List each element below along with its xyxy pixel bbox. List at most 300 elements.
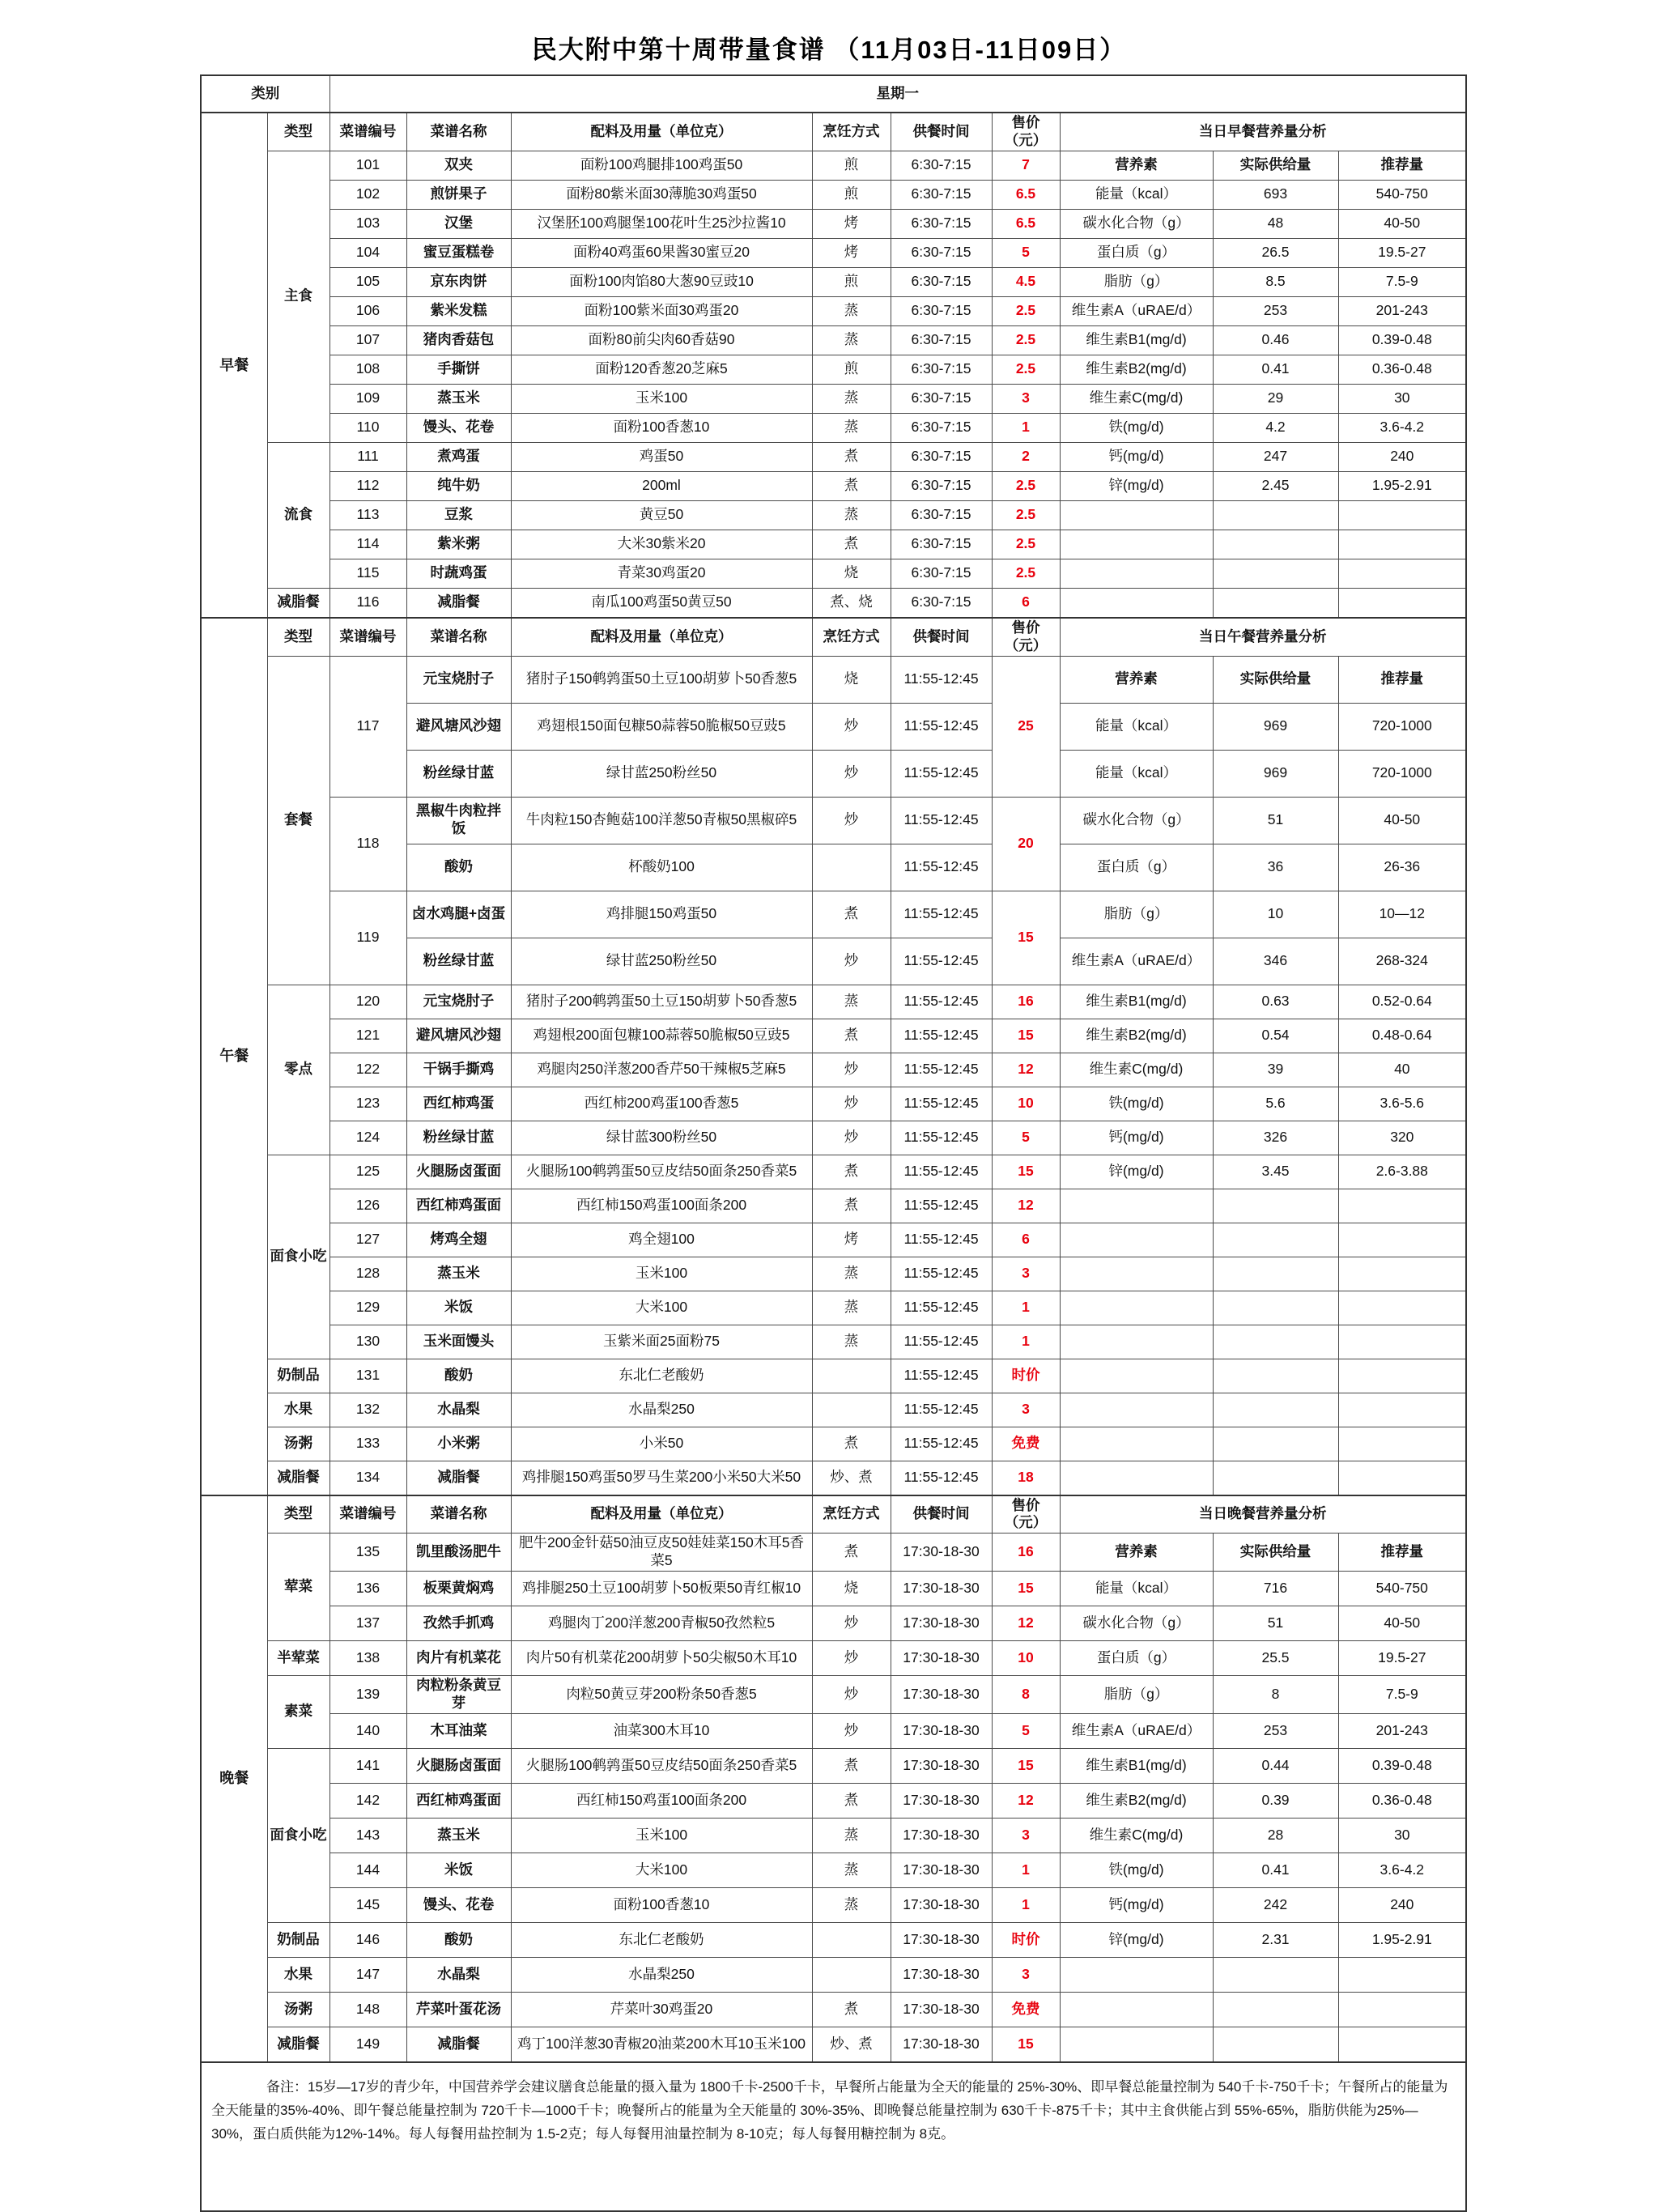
nutrient-name: 碳水化合物（g） [1060, 1606, 1213, 1641]
cooking-method: 蒸 [812, 1291, 891, 1325]
col-header: 供餐时间 [891, 618, 992, 656]
serving-time: 6:30-7:15 [891, 442, 992, 471]
price-value: 2.5 [992, 296, 1060, 325]
item-number: 141 [329, 1748, 406, 1783]
serving-time: 11:55-12:45 [891, 1291, 992, 1325]
price-value: 7 [992, 151, 1060, 180]
dish-name: 卤水鸡腿+卤蛋 [406, 891, 511, 938]
item-number: 127 [329, 1223, 406, 1257]
nutrient-name: 营养素 [1060, 656, 1213, 703]
nutrient-recommended: 0.39-0.48 [1338, 1748, 1466, 1783]
price-value: 3 [992, 1957, 1060, 1992]
nutrient-actual: 28 [1213, 1818, 1338, 1853]
menu-row [201, 1713, 1466, 1748]
dish-ingredients: 鸡排腿150鸡蛋50 [511, 891, 812, 938]
nutrient-actual [1213, 1957, 1338, 1992]
dish-ingredients: 鸡排腿150鸡蛋50罗马生菜200小米50大米50 [511, 1461, 812, 1495]
cooking-method: 炒、煮 [812, 2027, 891, 2062]
dish-ingredients: 西红柿200鸡蛋100香葱5 [511, 1087, 812, 1121]
nutrient-actual: 0.63 [1213, 985, 1338, 1019]
nutrient-recommended: 268-324 [1338, 938, 1466, 985]
serving-time: 11:55-12:45 [891, 1155, 992, 1189]
cooking-method: 蒸 [812, 1257, 891, 1291]
cooking-method: 蒸 [812, 296, 891, 325]
price-value: 12 [992, 1053, 1060, 1087]
dish-name: 蒸玉米 [406, 384, 511, 413]
item-number: 145 [329, 1887, 406, 1922]
nutrient-recommended: 3.6-4.2 [1338, 1853, 1466, 1887]
cooking-method: 蒸 [812, 325, 891, 355]
cooking-method: 煮 [812, 1783, 891, 1818]
item-number: 123 [329, 1087, 406, 1121]
dish-ingredients: 黄豆50 [511, 500, 812, 530]
nutrient-name: 能量（kcal） [1060, 180, 1213, 209]
col-header: 售价（元） [992, 113, 1060, 151]
dish-ingredients: 东北仁老酸奶 [511, 1359, 812, 1393]
dish-name: 豆浆 [406, 500, 511, 530]
nutrient-recommended: 7.5-9 [1338, 267, 1466, 296]
nutrient-recommended: 0.36-0.48 [1338, 355, 1466, 384]
dish-name: 酸奶 [406, 1922, 511, 1957]
col-header: 菜谱编号 [329, 113, 406, 151]
dish-ingredients: 水晶梨250 [511, 1957, 812, 1992]
nutrient-actual: 25.5 [1213, 1641, 1338, 1676]
nutrient-recommended [1338, 1992, 1466, 2027]
cooking-method: 炒 [812, 1121, 891, 1155]
price-value: 6.5 [992, 209, 1060, 238]
nutrient-name: 钙(mg/d) [1060, 442, 1213, 471]
dish-ingredients: 面粉120香葱20芝麻5 [511, 355, 812, 384]
col-header: 售价（元） [992, 618, 1060, 656]
nutrient-recommended: 40-50 [1338, 209, 1466, 238]
item-number: 142 [329, 1783, 406, 1818]
type-label: 奶制品 [267, 1359, 329, 1393]
nutrient-name [1060, 1223, 1213, 1257]
dish-ingredients: 面粉100香葱10 [511, 413, 812, 442]
item-number: 108 [329, 355, 406, 384]
serving-time: 17:30-18-30 [891, 1887, 992, 1922]
col-header: 售价（元） [992, 1495, 1060, 1534]
nutrient-actual: 346 [1213, 938, 1338, 985]
cooking-method: 炒 [812, 797, 891, 844]
dish-name: 米饭 [406, 1291, 511, 1325]
serving-time: 11:55-12:45 [891, 891, 992, 938]
dish-name: 减脂餐 [406, 588, 511, 618]
nutrient-name [1060, 1427, 1213, 1461]
menu-row [201, 442, 1466, 471]
serving-time: 11:55-12:45 [891, 1053, 992, 1087]
nutrient-name: 维生素B2(mg/d) [1060, 1019, 1213, 1053]
nutrient-name: 锌(mg/d) [1060, 1155, 1213, 1189]
item-number: 114 [329, 530, 406, 559]
dish-name: 元宝烧肘子 [406, 656, 511, 703]
item-number: 110 [329, 413, 406, 442]
item-number: 143 [329, 1818, 406, 1853]
col-header: 烹饪方式 [812, 1495, 891, 1534]
nutrient-recommended [1338, 2027, 1466, 2062]
serving-time: 17:30-18-30 [891, 1534, 992, 1572]
type-label: 面食小吃 [267, 1748, 329, 1922]
menu-row [201, 1155, 1466, 1189]
dish-name: 避风塘风沙翅 [406, 1019, 511, 1053]
type-label: 减脂餐 [267, 588, 329, 618]
nutrient-recommended: 30 [1338, 384, 1466, 413]
dish-name: 木耳油菜 [406, 1713, 511, 1748]
price-value: 25 [992, 656, 1060, 797]
serving-time: 11:55-12:45 [891, 844, 992, 891]
item-number: 105 [329, 267, 406, 296]
item-number: 103 [329, 209, 406, 238]
item-number: 118 [329, 797, 406, 891]
type-label: 奶制品 [267, 1922, 329, 1957]
nutrient-actual: 0.54 [1213, 1019, 1338, 1053]
item-number: 130 [329, 1325, 406, 1359]
menu-row [201, 559, 1466, 588]
col-header: 类型 [267, 618, 329, 656]
nutrient-name: 蛋白质（g） [1060, 844, 1213, 891]
nutrient-name [1060, 530, 1213, 559]
item-number: 148 [329, 1992, 406, 2027]
dish-name: 蜜豆蛋糕卷 [406, 238, 511, 267]
nutrient-actual: 0.41 [1213, 1853, 1338, 1887]
item-number: 131 [329, 1359, 406, 1393]
price-value: 2.5 [992, 500, 1060, 530]
serving-time: 11:55-12:45 [891, 656, 992, 703]
nutrient-name: 维生素A（uRAE/d） [1060, 938, 1213, 985]
nutrient-recommended: 240 [1338, 1887, 1466, 1922]
col-header: 菜谱编号 [329, 1495, 406, 1534]
price-value: 4.5 [992, 267, 1060, 296]
serving-time: 17:30-18-30 [891, 1853, 992, 1887]
nutrient-recommended: 19.5-27 [1338, 238, 1466, 267]
cooking-method: 烤 [812, 209, 891, 238]
item-number: 144 [329, 1853, 406, 1887]
item-number: 136 [329, 1572, 406, 1606]
nutrient-name: 维生素B2(mg/d) [1060, 355, 1213, 384]
nutrient-actual: 48 [1213, 209, 1338, 238]
dish-name: 肉粒粉条黄豆芽 [406, 1676, 511, 1714]
dish-name: 孜然手抓鸡 [406, 1606, 511, 1641]
dish-ingredients: 水晶梨250 [511, 1393, 812, 1427]
nutrient-actual [1213, 1291, 1338, 1325]
serving-time: 11:55-12:45 [891, 1257, 992, 1291]
cooking-method: 煮、烧 [812, 588, 891, 618]
serving-time: 17:30-18-30 [891, 1922, 992, 1957]
dish-ingredients: 东北仁老酸奶 [511, 1922, 812, 1957]
cooking-method: 烧 [812, 559, 891, 588]
item-number: 138 [329, 1641, 406, 1676]
menu-row [201, 209, 1466, 238]
nutrient-name [1060, 1393, 1213, 1427]
nutrient-recommended: 推荐量 [1338, 151, 1466, 180]
dish-ingredients: 火腿肠100鹌鹑蛋50豆皮结50面条250香菜5 [511, 1155, 812, 1189]
serving-time: 17:30-18-30 [891, 1676, 992, 1714]
col-header: 菜谱名称 [406, 618, 511, 656]
serving-time: 17:30-18-30 [891, 1606, 992, 1641]
serving-time: 6:30-7:15 [891, 267, 992, 296]
nutrient-name: 脂肪（g） [1060, 1676, 1213, 1714]
menu-row [201, 500, 1466, 530]
nutrient-recommended [1338, 1291, 1466, 1325]
price-value: 1 [992, 413, 1060, 442]
item-number: 121 [329, 1019, 406, 1053]
nutrient-name: 营养素 [1060, 1534, 1213, 1572]
dish-name: 西红柿鸡蛋面 [406, 1189, 511, 1223]
price-value: 20 [992, 797, 1060, 891]
price-value: 2.5 [992, 325, 1060, 355]
nutrient-name [1060, 559, 1213, 588]
dish-name: 避风塘风沙翅 [406, 703, 511, 750]
menu-row [201, 1922, 1466, 1957]
dish-ingredients: 鸡翅根200面包糠100蒜蓉50脆椒50豆豉5 [511, 1019, 812, 1053]
type-label: 流食 [267, 442, 329, 588]
nutrient-actual: 247 [1213, 442, 1338, 471]
dish-name: 肉片有机菜花 [406, 1641, 511, 1676]
nutrient-name [1060, 1325, 1213, 1359]
nutrient-recommended: 26-36 [1338, 844, 1466, 891]
nutrient-recommended [1338, 500, 1466, 530]
serving-time: 11:55-12:45 [891, 797, 992, 844]
dish-ingredients: 面粉40鸡蛋60果酱30蜜豆20 [511, 238, 812, 267]
item-number: 140 [329, 1713, 406, 1748]
item-number: 112 [329, 471, 406, 500]
nutrient-name [1060, 1992, 1213, 2027]
type-label: 主食 [267, 151, 329, 442]
nutrient-recommended [1338, 1957, 1466, 1992]
nutrient-name: 脂肪（g） [1060, 267, 1213, 296]
price-value: 1 [992, 1325, 1060, 1359]
serving-time: 17:30-18-30 [891, 1818, 992, 1853]
dish-ingredients: 青菜30鸡蛋20 [511, 559, 812, 588]
nutrient-name: 能量（kcal） [1060, 1572, 1213, 1606]
price-value: 16 [992, 1534, 1060, 1572]
dish-ingredients: 面粉100香葱10 [511, 1887, 812, 1922]
type-label: 水果 [267, 1393, 329, 1427]
serving-time: 17:30-18-30 [891, 1992, 992, 2027]
nutrient-recommended [1338, 530, 1466, 559]
nutrient-recommended [1338, 1257, 1466, 1291]
menu-row [201, 1257, 1466, 1291]
nutrient-recommended: 19.5-27 [1338, 1641, 1466, 1676]
menu-row [201, 1393, 1466, 1427]
price-value: 2 [992, 442, 1060, 471]
serving-time: 11:55-12:45 [891, 703, 992, 750]
dish-ingredients: 肉粒50黄豆芽200粉条50香葱5 [511, 1676, 812, 1714]
serving-time: 11:55-12:45 [891, 938, 992, 985]
nutrient-name: 维生素C(mg/d) [1060, 384, 1213, 413]
nutrient-actual: 0.44 [1213, 1748, 1338, 1783]
cooking-method [812, 844, 891, 891]
dish-ingredients: 西红柿150鸡蛋100面条200 [511, 1783, 812, 1818]
nutrient-name: 钙(mg/d) [1060, 1887, 1213, 1922]
dish-ingredients: 面粉80前尖肉60香菇90 [511, 325, 812, 355]
price-value: 2.5 [992, 530, 1060, 559]
price-value: 5 [992, 1713, 1060, 1748]
dish-name: 凯里酸汤肥牛 [406, 1534, 511, 1572]
serving-time: 6:30-7:15 [891, 180, 992, 209]
type-label: 套餐 [267, 656, 329, 985]
menu-row [201, 471, 1466, 500]
dish-ingredients: 面粉80紫米面30薄脆30鸡蛋50 [511, 180, 812, 209]
price-value: 15 [992, 891, 1060, 985]
nutrient-actual: 29 [1213, 384, 1338, 413]
dish-name: 西红柿鸡蛋 [406, 1087, 511, 1121]
nutrient-name: 维生素B1(mg/d) [1060, 1748, 1213, 1783]
dish-name: 西红柿鸡蛋面 [406, 1783, 511, 1818]
dish-ingredients: 鸡蛋50 [511, 442, 812, 471]
dish-ingredients: 鸡全翅100 [511, 1223, 812, 1257]
cooking-method: 烧 [812, 656, 891, 703]
dish-name: 煎饼果子 [406, 180, 511, 209]
section-header-row [201, 1495, 1466, 1534]
item-number: 126 [329, 1189, 406, 1223]
dish-name: 京东肉饼 [406, 267, 511, 296]
cooking-method: 炒 [812, 1676, 891, 1714]
dish-ingredients: 油菜300木耳10 [511, 1713, 812, 1748]
dish-ingredients: 牛肉粒150杏鲍菇100洋葱50青椒50黑椒碎5 [511, 797, 812, 844]
dish-ingredients: 绿甘蓝300粉丝50 [511, 1121, 812, 1155]
nutrient-recommended: 0.52-0.64 [1338, 985, 1466, 1019]
nutrient-recommended [1338, 1359, 1466, 1393]
price-value: 10 [992, 1641, 1060, 1676]
cooking-method: 煮 [812, 1427, 891, 1461]
cooking-method: 煮 [812, 1189, 891, 1223]
nutrient-actual: 39 [1213, 1053, 1338, 1087]
nutrient-name [1060, 1257, 1213, 1291]
type-label: 荤菜 [267, 1534, 329, 1641]
price-value: 8 [992, 1676, 1060, 1714]
nutrient-name: 脂肪（g） [1060, 891, 1213, 938]
nutrient-name: 碳水化合物（g） [1060, 209, 1213, 238]
price-value: 10 [992, 1087, 1060, 1121]
price-value: 6 [992, 1223, 1060, 1257]
section-header-row [201, 618, 1466, 656]
type-label: 汤粥 [267, 1992, 329, 2027]
nutrient-actual: 实际供给量 [1213, 1534, 1338, 1572]
cooking-method: 蒸 [812, 1887, 891, 1922]
nutrient-actual [1213, 500, 1338, 530]
cooking-method: 蒸 [812, 1325, 891, 1359]
item-number: 115 [329, 559, 406, 588]
item-number: 106 [329, 296, 406, 325]
serving-time: 11:55-12:45 [891, 1359, 992, 1393]
menu-row [201, 238, 1466, 267]
dish-name: 减脂餐 [406, 1461, 511, 1495]
nutrient-recommended [1338, 1325, 1466, 1359]
price-value: 6.5 [992, 180, 1060, 209]
serving-time: 6:30-7:15 [891, 500, 992, 530]
nutrient-recommended [1338, 1189, 1466, 1223]
serving-time: 17:30-18-30 [891, 2027, 992, 2062]
dish-ingredients: 南瓜100鸡蛋50黄豆50 [511, 588, 812, 618]
serving-time: 6:30-7:15 [891, 355, 992, 384]
serving-time: 6:30-7:15 [891, 384, 992, 413]
nutrient-name: 维生素C(mg/d) [1060, 1053, 1213, 1087]
nutrient-recommended: 320 [1338, 1121, 1466, 1155]
cooking-method: 炒 [812, 1641, 891, 1676]
menu-row [201, 1957, 1466, 1992]
menu-row [201, 1461, 1466, 1495]
item-number: 111 [329, 442, 406, 471]
serving-time: 6:30-7:15 [891, 471, 992, 500]
price-value: 5 [992, 238, 1060, 267]
nutrient-actual [1213, 559, 1338, 588]
menu-row [201, 267, 1466, 296]
nutrient-actual: 实际供给量 [1213, 151, 1338, 180]
nutrient-name: 锌(mg/d) [1060, 1922, 1213, 1957]
note-row [201, 2062, 1466, 2211]
dish-ingredients: 鸡腿肉250洋葱200香芹50干辣椒5芝麻5 [511, 1053, 812, 1087]
nutrient-actual: 10 [1213, 891, 1338, 938]
nutrient-name: 维生素B2(mg/d) [1060, 1783, 1213, 1818]
item-number: 107 [329, 325, 406, 355]
nutrient-recommended: 540-750 [1338, 1572, 1466, 1606]
cooking-method: 烤 [812, 238, 891, 267]
dish-name: 紫米粥 [406, 530, 511, 559]
dish-name: 火腿肠卤蛋面 [406, 1748, 511, 1783]
nutrient-actual [1213, 1427, 1338, 1461]
dish-ingredients: 面粉100紫米面30鸡蛋20 [511, 296, 812, 325]
menu-row [201, 656, 1466, 703]
nutrient-recommended: 720-1000 [1338, 703, 1466, 750]
menu-row [201, 1223, 1466, 1257]
nutrient-name [1060, 2027, 1213, 2062]
page-title: 民大附中第十周带量食谱 （11月03日-11日09日） [531, 36, 1127, 64]
nutrient-actual: 253 [1213, 1713, 1338, 1748]
nutrient-recommended: 7.5-9 [1338, 1676, 1466, 1714]
type-label: 减脂餐 [267, 1461, 329, 1495]
nutrient-name: 能量（kcal） [1060, 750, 1213, 797]
serving-time: 6:30-7:15 [891, 209, 992, 238]
menu-row [201, 1189, 1466, 1223]
dish-ingredients: 肥牛200金针菇50油豆皮50娃娃菜150木耳5香菜5 [511, 1534, 812, 1572]
item-number: 149 [329, 2027, 406, 2062]
nutrient-name [1060, 1957, 1213, 1992]
menu-row [201, 1291, 1466, 1325]
serving-time: 11:55-12:45 [891, 1461, 992, 1495]
nutrient-name: 铁(mg/d) [1060, 1853, 1213, 1887]
nutrient-recommended [1338, 588, 1466, 618]
dish-ingredients: 面粉100肉馅80大葱90豆豉10 [511, 267, 812, 296]
nutrient-recommended: 推荐量 [1338, 1534, 1466, 1572]
nutrient-recommended [1338, 1393, 1466, 1427]
item-number: 101 [329, 151, 406, 180]
cooking-method: 炒 [812, 1087, 891, 1121]
menu-row [201, 1053, 1466, 1087]
cooking-method: 煮 [812, 1155, 891, 1189]
cooking-method [812, 1359, 891, 1393]
price-value: 3 [992, 384, 1060, 413]
cooking-method: 蒸 [812, 384, 891, 413]
dish-name: 紫米发糕 [406, 296, 511, 325]
dish-name: 粉丝绿甘蓝 [406, 750, 511, 797]
nutrient-name [1060, 1291, 1213, 1325]
dish-ingredients: 鸡排腿250土豆100胡萝卜50板栗50青红椒10 [511, 1572, 812, 1606]
nutrient-actual: 26.5 [1213, 238, 1338, 267]
cooking-method: 蒸 [812, 1818, 891, 1853]
dish-ingredients: 鸡翅根150面包糠50蒜蓉50脆椒50豆豉5 [511, 703, 812, 750]
serving-time: 6:30-7:15 [891, 588, 992, 618]
menu-row [201, 588, 1466, 618]
nutrient-name: 铁(mg/d) [1060, 413, 1213, 442]
nutrient-actual [1213, 2027, 1338, 2062]
type-label: 汤粥 [267, 1427, 329, 1461]
item-number: 135 [329, 1534, 406, 1572]
dish-ingredients: 绿甘蓝250粉丝50 [511, 750, 812, 797]
menu-row [201, 384, 1466, 413]
dish-ingredients: 肉片50有机菜花200胡萝卜50尖椒50木耳10 [511, 1641, 812, 1676]
price-value: 1 [992, 1887, 1060, 1922]
